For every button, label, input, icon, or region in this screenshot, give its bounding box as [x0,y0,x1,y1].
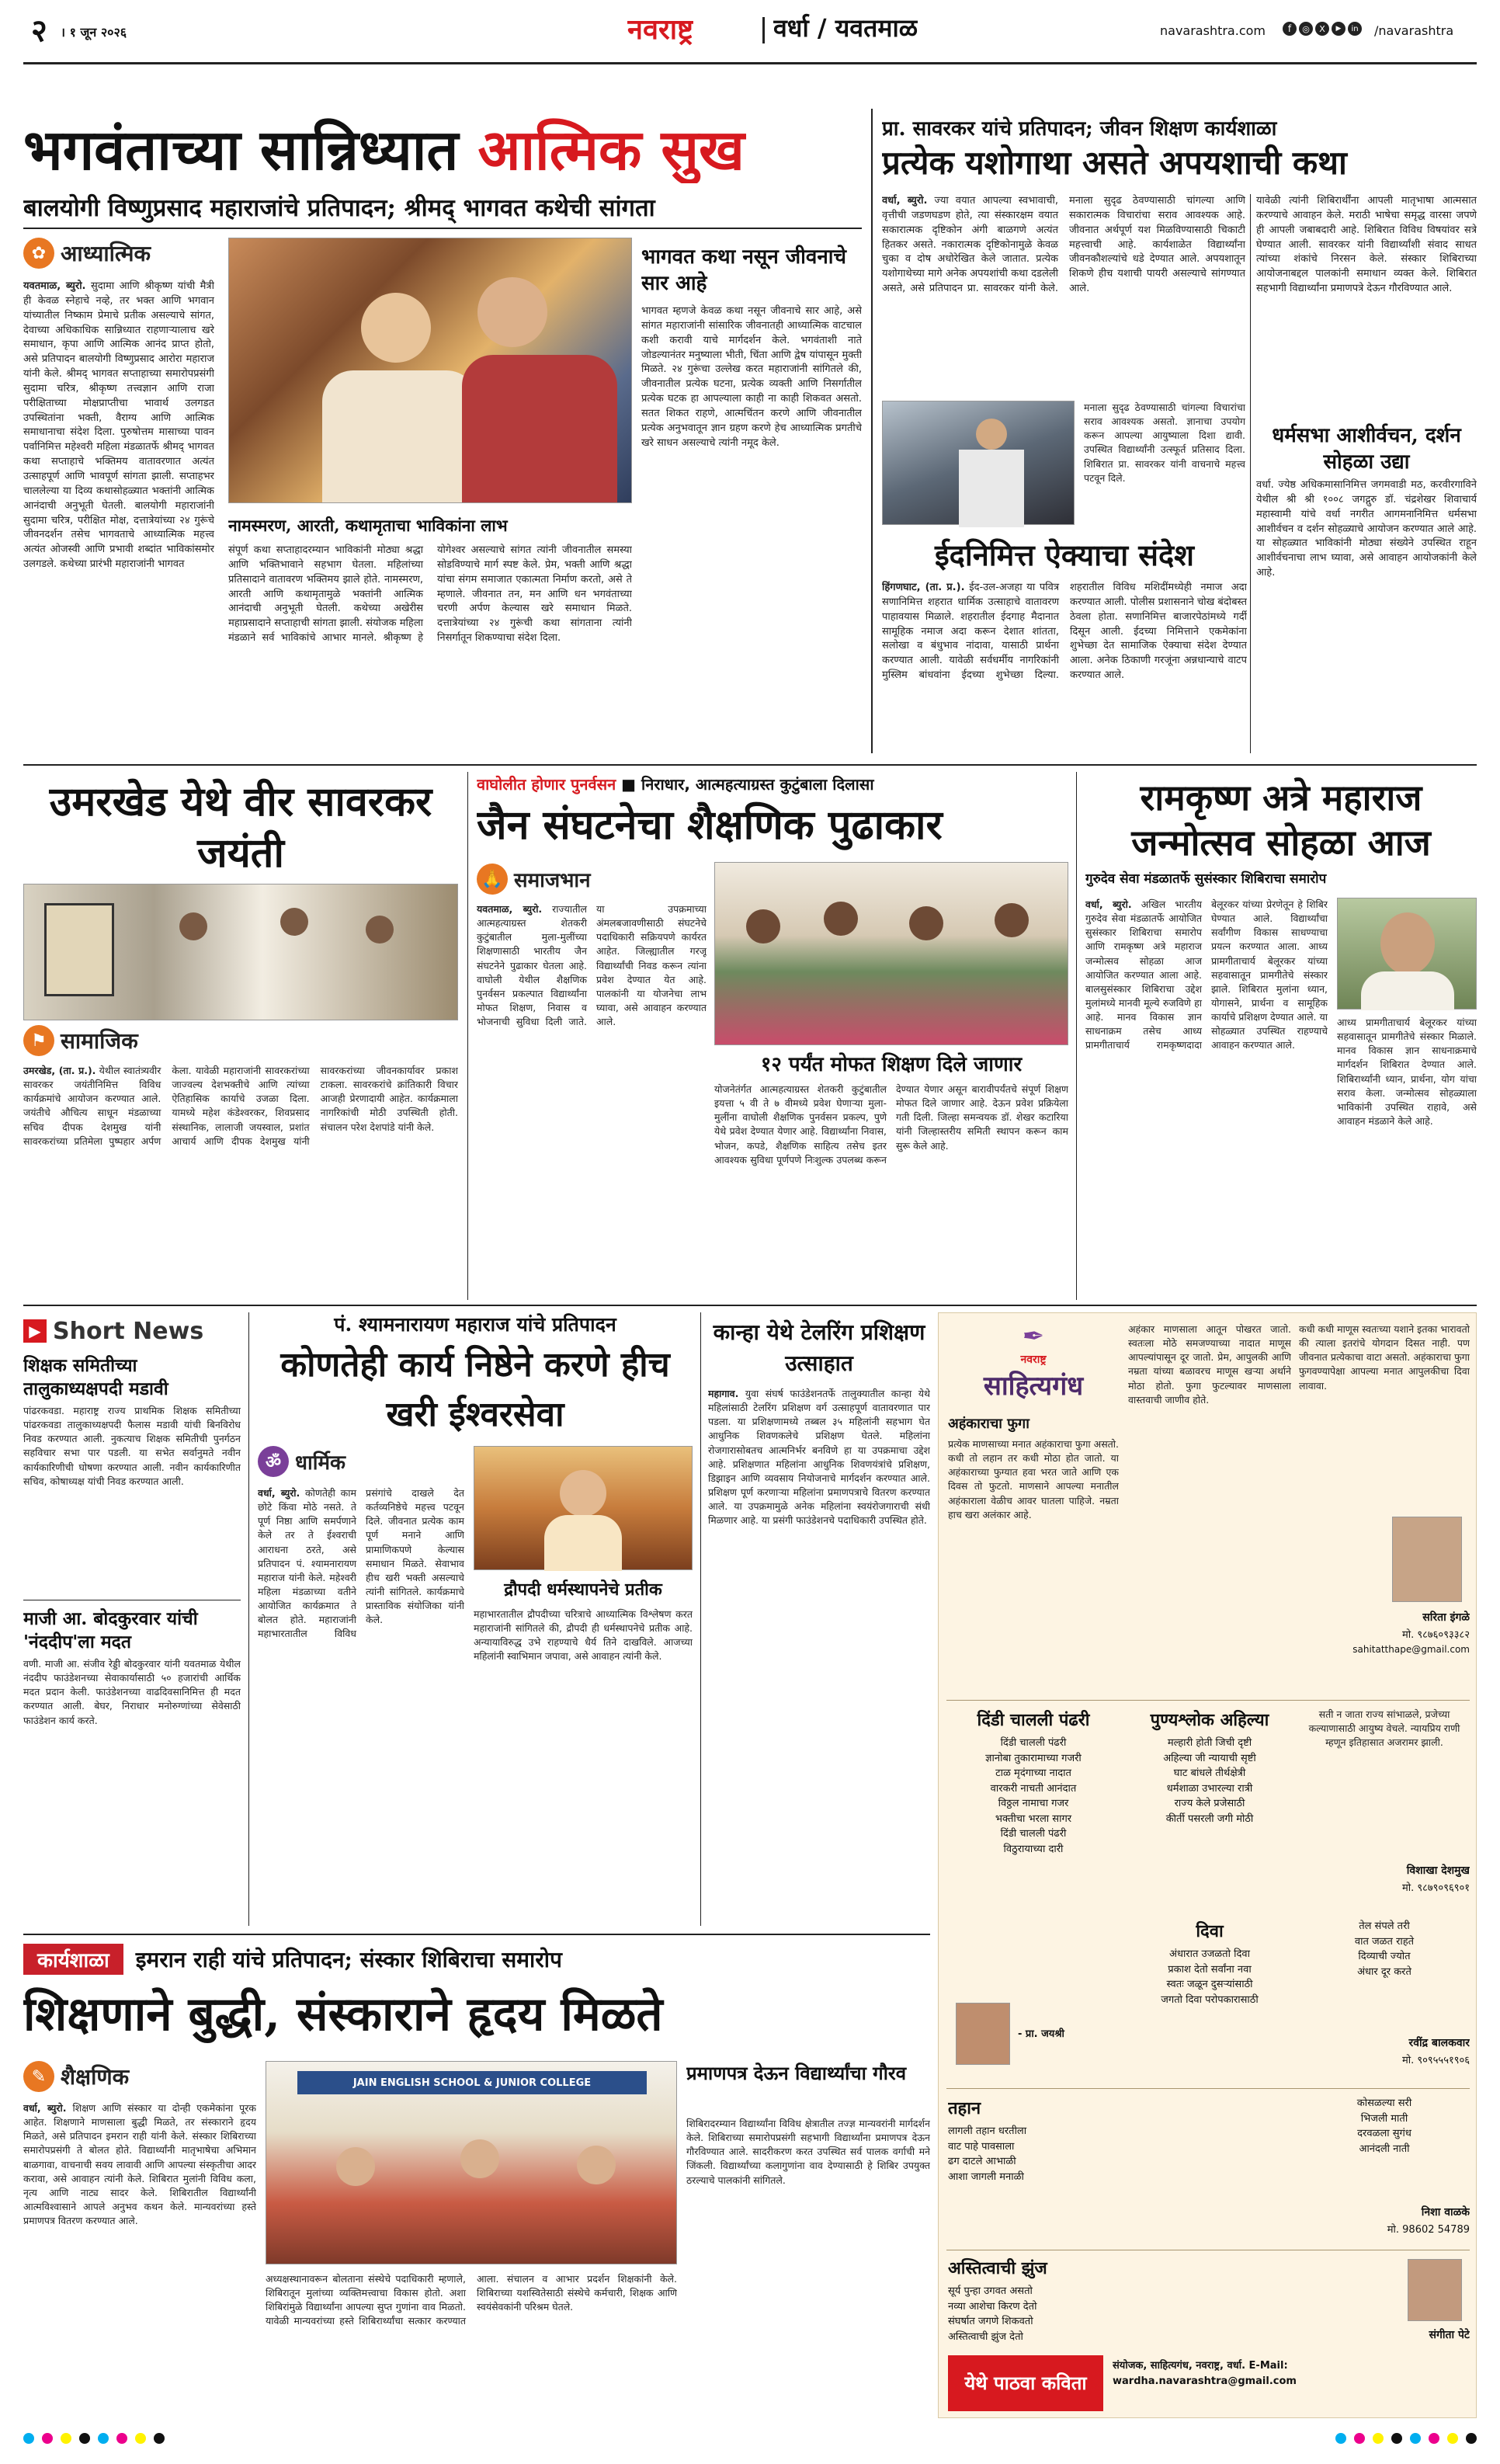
savarkar-body-cont: मनाला सुदृढ ठेवण्यासाठी चांगल्या विचारांचा सराव आवश्यक असतो. ज्ञानाचा उपयोग करून आपल्या आयुष्याला दिशा द्यावी. उपस्थित विद्यार्थ्यांनी उत्स्फूर्त प्रतिसाद दिला. शिबिरात प्रा. सावरकर यांनी वाचनाचे महत्त्व पटवून दिले. [1084,401,1245,484]
masthead-rule [23,62,1477,64]
poem-3 [1128,1708,1291,1910]
sahitya-rule [946,1700,1470,1701]
section-rule [23,1934,930,1935]
category-tag-samajik [23,1025,138,1056]
karyashala-photo-banner: JAIN ENGLISH SCHOOL & JUNIOR COLLEGE [297,2071,647,2094]
sahitya-cta[interactable]: येथे पाठवा कविता [948,2355,1103,2411]
poem-5 [948,2096,1290,2243]
lead-sidebar-body: भागवत म्हणजे केवळ कथा नसून जीवनाचे सार आहे, असे सांगत महाराजांनी सांसारिक जीवनातही आध्यात्मिक वाटचाल कशी करावी याचे मार्गदर्शन केले. भगवंताशी नाते जोडल्यानंतर मनुष्याला भीती, चिंता आणि द्वेष यांपासून मुक्ती मिळते. २४ गुरूंचा उल्लेख करत महाराजांनी सांगितले की, जीवनातील प्रत्येक घटना, प्रत्येक व्यक्ती आणि निसर्गातील प्रत्येक घटक हा आपल्याला काही ना काही शिकवत असतो. सतत शिकत राहणे, आत्मचिंतन करणे आणि जीवनातील प्रत्येक अनुभवातून ज्ञान ग्रहण करणे हेच आध्यात्मिक प्रगतीचे खरे साधन असल्याचे त्यांनी नमूद केले. [641,305,862,449]
short-news-icon: ▶ [23,1319,47,1343]
poet-photo [1392,1517,1462,1602]
poem-title: अस्तित्वाची झुंज [948,2259,1047,2278]
ramkrishna-deck: गुरुदेव सेवा मंडळातर्फे सुसंस्कार शिबिराचा समारोप [1085,871,1327,887]
shyam-subhead: द्रौपदी धर्मस्थापनेचे प्रतीक [504,1580,662,1600]
om-icon: ॐ [258,1446,289,1477]
short-news-title-2: माजी आ. बोदकुरवार यांची 'नंददीप'ला मदत [23,1608,198,1653]
vertical-rule [1250,419,1251,753]
poet-name: विशाखा देशमुख [1406,1865,1470,1877]
jain-kicker-red: वाघोलीत होणार पुनर्वसन [477,775,616,794]
page-number: २ [31,12,47,49]
sahityagandh-box [938,1312,1477,2418]
lead-photo-figure [477,277,547,347]
lead-photo-figure [361,293,431,363]
vertical-rule [1076,772,1077,1300]
shyam-headline: कोणतेही कार्य निष्ठेने करणे हीच खरी ईश्वरसेवा [280,1345,670,1434]
short-news-title-1: शिक्षक समितीच्या तालुकाध्यक्षपदी मडावी [23,1355,168,1399]
category-label: आध्यात्मिक [61,241,151,266]
flag-icon: ⚑ [23,1025,54,1056]
ramkrishna-headline: रामकृष्ण अत्रे महाराज जन्मोत्सव सोहळा आज [1131,777,1431,864]
social-icons [1283,22,1362,36]
jain-headline: जैन संघटनेचा शैक्षणिक पुढाकार [477,801,943,849]
dateline: यवतमाळ, ब्युरो. [23,280,86,292]
poem-body: मल्हारी होती जिची दृष्टी अहिल्या जी न्यायाची सृष्टी घाट बांधले तीर्थक्षेत्री धर्मशाळा उभारल्या रात्री राज्य केले प्रजेसाठी कीर्ती पसरली जगी मोठी [1163,1737,1256,1825]
poet-card-4 [1299,2096,1470,2243]
poem-body-cont: सती न जाता राज्य सांभाळले, प्रजेच्या कल्याणासाठी आयुष्य वेचले. न्यायप्रिय राणी म्हणून इतिहासात अजरामर झाली. [1308,1708,1460,1749]
poet-name: निशा वाळके [1421,2206,1470,2219]
namaste-icon: 🙏 [477,864,508,895]
shyam-body-text: कोणतेही काम छोटे किंवा मोठे नसते. ते पूर्ण निष्ठा आणि समर्पणाने केले तर ते ईश्वराची आराधना ठरते, असे प्रतिपादन पं. श्यामनारायण महाराज यांनी केले. महेश्वरी महिला मंडळाच्या वतीने आयोजित कार्यक्रमात ते बोलत होते. महाराजांनी महाभारतातील विविध प्रसंगांचे दाखले देत कर्तव्यनिष्ठेचे महत्त्व पटवून दिले. जीवनात प्रत्येक काम पूर्ण मनाने आणि प्रामाणिकपणे केल्यास समाधान मिळते. सेवाभाव हीच खरी भक्ती असल्याचे त्यांनी सांगितले. कार्यक्रमाचे प्रास्ताविक संयोजिका यांनी केले. [258,1487,464,1640]
poem-body-cont: अहंकार माणसाला आतून पोखरत जातो. स्वतःला मोठे समजण्याच्या नादात माणूस आपल्यांपासून दूर जातो. प्रेम, आपुलकी आणि नम्रता यांच्या बळावरच माणूस खऱ्या अर्थाने मोठा होतो. फुगा फुटल्यावर माणसाला वास्तवाची जाणीव होते. [1128,1323,1291,1406]
pen-icon: ✎ [23,2061,54,2092]
lead-photo-figure [322,370,477,502]
karyashala-kicker-text: इमरान राही यांचे प्रतिपादन; संस्कार शिबिराचा समारोप [135,1947,562,1972]
poem-1-cont [1128,1322,1291,1692]
karyashala-photo-figure [577,2146,616,2184]
website-link[interactable]: navarashtra.com [1160,23,1266,38]
short-news-label: Short News [53,1317,204,1345]
kanha-body [708,1387,930,1924]
jain-photo-figure [995,903,1029,937]
sahityagandh-brand: नवराष्ट्र [1020,1354,1047,1366]
jain-photo [714,862,1068,1045]
poem-title: दिंडी चालली पंढरी [977,1711,1090,1730]
poet-name: - प्रा. जयश्री [1018,2028,1064,2040]
dateline: वर्धा, ब्युरो. [258,1487,300,1499]
kanha-headline: कान्हा येथे टेलरिंग प्रशिक्षण उत्साहात [713,1319,925,1376]
dateline: महागाव. [708,1388,739,1399]
masthead [0,0,1500,61]
eid-body-text: ईद-उल-अजहा या पवित्र सणानिमित्त शहरात धार्मिक उत्साहाचे वातावरण पाहावयास मिळाले. शहरातील ईदगाह मैदानात सामूहिक नमाज अदा करून देशात शांतता, सलोखा व बंधुभाव नांदावा, यासाठी प्रार्थना करण्यात आली. यावेळी सर्वधर्मीय नागरिकांनी मुस्लिम बांधवांना ईदच्या शुभेच्छा दिल्या. शहरातील विविध मशिदींमध्येही नमाज अदा करण्यात आली. पोलीस प्रशासनाने चोख बंदोबस्त ठेवला होता. सणानिमित्त बाजारपेठांमध्ये गर्दी दिसून आली. ईदच्या निमित्ताने एकमेकांना शुभेच्छा देत सामाजिक ऐक्याचा संदेश देण्यात आला. अनेक ठिकाणी गरजूंना अन्नधान्याचे वाटप करण्यात आले. [882,582,1247,682]
youtube-icon[interactable]: ▶ [1332,22,1345,36]
poem-body-cont: तेल संपले तरी वात जळत राहते दिव्याची ज्योत अंधार दूर करते [1354,1920,1415,1978]
short-news-body-1: पांढरकवडा. महाराष्ट्र राज्य प्राथमिक शिक्षक समितीच्या पांढरकवडा तालुकाध्यक्षपदी फैलास मडावी यांची बिनविरोध निवड करण्यात आली. नुकत्याच शिक्षक समितीची पुनर्गठन सहविचार सभा पार पडली. या सभेत सर्वानुमते नवीन कार्यकारिणीची घोषणा करण्यात आली. नवीन कार्यकारिणीत सचिव, कोषाध्यक्ष यांची निवड करण्यात आली. [23,1405,241,1487]
category-label: समाजभान [514,869,591,892]
karyashala-photo [266,2061,677,2264]
poem-body: अंधारात उजळतो दिवा प्रकाश देतो सर्वांना नवा स्वतः जळून दुसऱ्यांसाठी जगतो दिवा परोपकारासाठी [1161,1948,1259,2006]
lead-deck-rule [23,228,862,229]
karyashala-body-text: शिक्षण आणि संस्कार या दोन्ही एकमेकांना पूरक आहेत. शिक्षणाने माणसाला बुद्धी मिळते, तर संस्काराने हृदय मिळते, असे प्रतिपादन इमरान राही यांनी केले. संस्कार शिबिराच्या समारोपप्रसंगी ते बोलत होते. विद्यार्थ्यांनी मातृभाषेचा अभिमान बाळगावा, वाचनाची सवय लावावी आणि आपल्या संस्कृतीचा आदर करावा, असे आवाहन त्यांनी केले. शिबिरात मुलांनी विविध कला, नृत्य आणि नाट्य सादर केले. शिबिरातील विद्यार्थ्यांनी आत्मविश्वासाने आपले अनुभव कथन केले. मान्यवरांच्या हस्ते प्रमाणपत्र वितरण करण्यात आले. [23,2102,256,2226]
savarkar-headline: प्रत्येक यशोगाथा असते अपयशाची कथा [882,144,1347,182]
lead-headline [23,116,877,183]
dateline: उमरखेड, (ता. प्र.). [23,1065,96,1076]
jain-photo-figure [746,909,780,944]
ramkrishna-body-cont: आध्य प्रामगीताचार्य बेलूरकर यांच्या सहवासातून प्रामगीतेचे संस्कार मिळाले. मानव विकास ज्ञान साधनाक्रमाचे मार्गदर्शन शिबिरात देण्यात आले. शिबिरार्थ्यांनी ध्यान, प्रार्थना, योग यांचा सराव केला. जन्मोत्सव सोहळ्याला भाविकांनी उपस्थित राहावे, असे आवाहन मंडळाने केले आहे. [1337,1017,1477,1127]
savarkar-body [882,194,1245,394]
karyashala-body [23,2101,256,2418]
poet-name: रवींद्र बालकवार [1408,2037,1470,2049]
dateline: वर्धा, ब्युरो. [1085,898,1132,910]
lead-body: सुदामा आणि श्रीकृष्ण यांची मैत्री ही केवळ स्नेहाचे नव्हे, तर भक्त आणि भगवान यांच्यातील निष्काम प्रेमाचे प्रतीक असल्याचे सांगत, देवाच्या अधिकाधिक सान्निध्यात राहणाऱ्यालाच खरे समाधान, कृपा आणि आत्मिक आनंद प्राप्त होतो, असे प्रतिपादन बालयोगी विष्णुप्रसाद आरोरा महाराज यांनी केले. श्रीमद् भागवत सप्ताहाच्या समारोपप्रसंगी सुदामा चरित्र, श्रीकृष्ण तत्त्वज्ञान आणि राजा परीक्षिताच्या मोक्षप्राप्तीचा भावार्थ उलगडत उपस्थितांना भक्ती, वैराग्य आणि आत्मिक समाधानाचा संदेश दिला. पुरुषोत्तम मासाच्या पावन पर्वानिमित्त महेश्वरी महिला मंडळातर्फे श्रीमद् भागवत कथा सप्ताहाचे भक्तिमय वातावरणात अत्यंत उत्साहपूर्ण आणि भावपूर्ण सांगता झाली. सप्ताहभर चाललेल्या या दिव्य कथासोहळ्यात भक्तांनी आत्मिक आनंदाची अनुभूती घेतली. बालयोगी महाराजांनी सुदामा चरित्र, परीक्षित मोक्ष, दत्तात्रेयांच्या २४ गुरूंचे जीवनदर्शन तसेच भागवताचे आध्यात्मिक महत्त्व अत्यंत ओजस्वी आणि प्रभावी शब्दांत भाविकांसमोर उलगडले. कथेच्या प्रारंभी महाराजांनी भागवत [23,280,214,571]
divider-bar [762,17,765,43]
umarkhed-portrait [44,903,114,996]
category-tag-shaikshanik [23,2061,129,2092]
x-icon[interactable]: X [1315,22,1329,36]
poet-photo [956,2003,1010,2065]
umarkhed-photo-figure [280,908,308,936]
shyam-photo [474,1446,693,1570]
category-label: सामाजिक [61,1028,138,1054]
umarkhed-photo [23,884,458,1020]
shyam-kicker: पं. श्यामनारायण महाराज यांचे प्रतिपादन [334,1313,616,1336]
category-tag-aadhyatmik [23,238,151,269]
jain-sub-body: योजनेतंर्गत आत्महत्याग्रस्त शेतकरी कुटुंबातील इयत्ता ५ वी ते ७ वीमध्ये प्रवेश घेणाऱ्या मुला-मुलींना वाघोली शैक्षणिक पुनर्वसन प्रकल्प, पुणे येथे प्रवेश देण्यात येणार आहे. विद्यार्थ्यांना निवास, भोजन, कपडे, शैक्षणिक साहित्य तसेच इतर आवश्यक सुविधा पूर्णपणे निःशुल्क उपलब्ध करून देण्यात येणार असून बारावीपर्यंतचे संपूर्ण शिक्षण मोफत दिले जाणार आहे. देऊन प्रवेश प्रक्रियेला गती दिली. जिल्हा समन्वयक डॉ. शेखर कटारिया यांनी जिल्हास्तरीय समिती स्थापन करून काम सुरू केले आहे. [714,1083,1068,1166]
sahitya-contact: संयोजक, साहित्यगंध, नवराष्ट्र, वर्धा. E-Mail: wardha.navarashtra@gmail.com [1113,2360,1297,2387]
poem-title: तहान [948,2099,981,2118]
savarkar-kicker: प्रा. सावरकर यांचे प्रतिपादन; जीवन शिक्षण कार्यशाळा [882,117,1277,141]
poet-phone: मो. ९८७६०९३३८२ [1401,1629,1470,1641]
umarkhed-headline: उमरखेड येथे वीर सावरकर जयंती [49,778,432,877]
poem-title: अहंकाराचा फुगा [948,1416,1030,1432]
social-handle: /navarashtra [1374,23,1454,38]
color-strip-left [23,2433,165,2444]
jain-subhead: १२ पर्यंत मोफत शिक्षण दिले जाणार [760,1053,1023,1076]
portrait-body [1361,971,1454,1010]
category-tag-samajbhan [477,864,591,895]
brand-logo: नवराष्ट्र [627,13,694,46]
eid-body [882,581,1247,753]
poet-phone: मो. ९०९५५५१९०६ [1401,2055,1470,2066]
jain-photo-figure [824,902,858,936]
lead-sidebar-title: भागवत कथा नसून जीवनाचे सार आहे [641,245,846,295]
kicker-separator: ■ [621,775,642,794]
umarkhed-photo-figure [179,912,207,940]
poet-card-2 [1299,1708,1470,1910]
savarkar-side-body: यावेळी त्यांनी शिबिरार्थींना आपली मातृभाषा आत्मसात करण्याचे आवाहन केले. मराठी भाषेचा समृद्ध वारसा जपणे ही आपली जबाबदारी आहे. शिबिरात विविध विषयांवर सत्रे घेण्यात आली. सावरकर यांनी विद्यार्थ्यांशी संवाद साधत त्यांच्या शंकांचे निरसन केले. संस्कार शिबिराच्या आयोजनाबद्दल पालकांनी समाधान व्यक्त केले. शिबिरात सहभागी विद्यार्थ्यांना प्रमाणपत्रे देऊन गौरविण्यात आले. [1256,195,1477,295]
poet-photo [1408,2259,1462,2321]
edition-label: वर्धा / यवतमाळ [773,13,918,43]
poem-title: पुण्यश्लोक अहिल्या [1150,1711,1269,1730]
dateline: यवतमाळ, ब्युरो. [477,903,543,915]
sahitya-rule [946,2088,1470,2089]
jain-body [477,902,707,1188]
page-date: । १ जून २०२६ [61,25,127,40]
lead-photo-caption: नामस्मरण, आरती, कथामृताचा भाविकांना लाभ [228,516,508,535]
ramkrishna-body-text: अखिल भारतीय गुरुदेव सेवा मंडळातर्फे आयोजित सुसंस्कार शिबिराचा समारोप आणि रामकृष्ण अत्रे महाराज जन्मोत्सव सोहळा आज आयोजित करण्यात आला आहे. बालसुसंस्कार शिबिराचा उद्देश मुलांमध्ये मानवी मूल्ये रुजविणे हा आहे. मानव विकास ज्ञान साधनाक्रम तसेच आध्य प्रामगीताचार्य रामकृष्णदादा बेलूरकर यांच्या प्रेरणेतून हे शिबिर घेण्यात आले. विद्यार्थ्यांचा सर्वांगीण विकास साधण्याचा प्रयत्न करण्यात आला. आध्य प्रामगीताचार्य बेलूरकर यांच्या सहवासातून प्रामगीतेचे संस्कार झाले. शिबिरात मुलांना ध्यान, योगासने, प्रार्थना व सामूहिक कार्याचे प्रशिक्षण देण्यात आले. या सोहळ्यात उपस्थित राहण्याचे आवाहन करण्यात आले. [1085,898,1328,1051]
vertical-rule [248,1312,249,1926]
vertical-rule [700,1312,701,1926]
dateline: वर्धा, ब्युरो. [882,195,928,207]
poem-body: लागली तहान धरतीला वाट पाहे पावसाला ढग दाटले आभाळी आशा जागली मनाळी [948,2125,1027,2183]
dateline: वर्धा, ब्युरो. [23,2102,67,2114]
poet-card-5 [1299,2256,1470,2349]
karyashala-photo-figure [460,2139,499,2178]
lead-photo-figure [462,355,617,502]
lead-photo [228,238,632,503]
lead-headline-black: भगवंताच्या सान्निध्यात [23,116,478,182]
facebook-icon[interactable]: f [1283,22,1297,36]
section-rule [23,1305,1477,1306]
poet-phone: मो. 98602 54789 [1387,2224,1470,2236]
karyashala-sub-body: शिबिरादरम्यान विद्यार्थ्यांना विविध क्षेत्रातील तज्ज्ञ मान्यवरांनी मार्गदर्शन केले. शिबिराच्या समारोपप्रसंगी सहभागी विद्यार्थ्यांना प्रमाणपत्र देऊन गौरविण्यात आले. सादरीकरण करत उपस्थित सर्व पालक वर्गाची मने जिंकली. विद्यार्थ्यांच्या कलागुणांना वाव देण्यासाठी हे शिबिर उपयुक्त ठरल्याचे पालकांनी सांगितले. [686,2118,930,2186]
color-strip-right [1335,2433,1477,2444]
lead-deck: बालयोगी विष्णुप्रसाद महाराजांचे प्रतिपादन; श्रीमद् भागवत कथेची सांगता [23,194,655,222]
lotus-icon: ✿ [23,238,54,269]
vertical-rule [1250,194,1251,419]
registration-marks [23,2429,1477,2448]
umarkhed-photo-figure [366,916,394,944]
karyashala-headline: शिक्षणाने बुद्धी, संस्काराने हृदय मिळते [23,1987,663,2042]
poem-body: सूर्य पुन्हा उगवत असतो नव्या आशेचा किरण देतो संघर्षात जगणे शिकवतो अस्तित्वाची झुंज देतो [948,2285,1037,2343]
poet-card-3 [1299,1919,1470,2082]
lead-body-col2: संपूर्ण कथा सप्ताहादरम्यान भाविकांनी मोठ्या श्रद्धा आणि भक्तिभावाने सहभाग घेतला. महिलांच्या प्रतिसादाने वातावरण भक्तिमय झाले होते. नामस्मरण, आरती आणि कथामृतामुळे भक्तांनी आत्मिक आनंदाची अनुभूती घेतली. कथेच्या अखेरीस महाप्रसादाने सप्ताहाची सांगता झाली. संयोजक महिला मंडळाने सर्व भाविकांचे आभार मानले. श्रीकृष्ण हे योगेश्वर असल्याचे सांगत त्यांनी जीवनातील समस्या सोडविण्याचे मार्ग स्पष्ट केले. प्रेम, भक्ती आणि श्रद्धा यांचा संगम समाजात एकात्मता निर्माण करतो, असे ते म्हणाले. जीवनात तन, मन आणि धन भगवंताच्या चरणी अर्पण केल्यास खरे समाधान मिळते. दत्तात्रेयांच्या २४ गुरूंची कथा सांगताना त्यांनी निसर्गातून शिकण्याचा संदेश दिला. [228,544,632,645]
category-label: शैक्षणिक [61,2064,130,2090]
umarkhed-body [23,1064,458,1297]
shyam-photo-figure [560,1470,606,1517]
poem-6 [948,2256,1290,2349]
dharmasabha-headline: धर्मसभा आशीर्वचन, दर्शन सोहळा उद्या [1272,424,1461,474]
savarkar-photo [882,401,1075,525]
ramkrishna-portrait [1337,898,1477,1010]
karyashala-photo-figure [336,2147,375,2186]
dharmasabha-body: वर्धा. ज्येष्ठ अधिकमासानिमित्त जगमवाडी मठ, करवीरगाविने येथील श्री श्री १००८ जगद्गुरु डॉ. चंद्रशेखर शिवाचार्य महास्वामी यांचे वर्धा नगरीत आगमनानिमित्त धर्मसभा आशीर्वचन व दर्शन सोहळ्याचे आयोजन करण्यात आले आहे. या सोहळ्यात भाविकांनी मोठ्या संख्येने उपस्थित राहून आशीर्वचनाचा लाभ घ्यावा, असे आवाहन आयोजकांनी केले आहे. [1256,479,1477,579]
short-news-header [23,1314,241,1348]
jain-body-text: राज्यातील आत्महत्याग्रस्त शेतकरी कुटुंबातील मुला-मुलींच्या शिक्षणासाठी भारतीय जैन संघटनेने पुढाकार घेतला आहे. वाघोली येथील शैक्षणिक पुनर्वसन प्रकल्पात विद्यार्थ्यांना मोफत शिक्षण, निवास व भोजनाची सुविधा दिली जाते. या उपक्रमाच्या अंमलबजावणीसाठी संघटनेचे पदाधिकारी सक्रियपणे कार्यरत आहेत. जिल्ह्यातील गरजू विद्यार्थ्यांची निवड करून त्यांना प्रवेश देण्यात येत आहे. पालकांनी या योजनेचा लाभ घ्यावा, असे आवाहन करण्यात आले. [477,903,707,1027]
portrait-face [1380,912,1435,975]
karyashala-kicker [23,1941,930,1977]
shyam-photo-figure [544,1515,622,1571]
vertical-rule [467,772,468,1300]
poem-4 [1128,1919,1291,2082]
karyashala-subhead: प्रमाणपत्र देऊन विद्यार्थ्यांचा गौरव [686,2062,907,2084]
jain-kicker [477,773,1067,795]
karyashala-body-cont: अध्यक्षस्थानावरून बोलताना संस्थेचे पदाधिकारी म्हणाले, शिबिरातून मुलांच्या व्यक्तिमत्त्वाचा विकास होतो. अशा शिबिरांमुळे विद्यार्थ्यांना आपल्या सुप्त गुणांना वाव मिळतो. यावेळी मान्यवरांच्या हस्ते शिबिरार्थ्यांचा सत्कार करण्यात आला. संचालन व आभार प्रदर्शन शिक्षकांनी केले. शिबिराच्या यशस्वितेसाठी संस्थेचे कर्मचारी, शिक्षक आणि स्वयंसेवकांनी परिश्रम घेतले. [266,2273,677,2327]
poem-1 [948,1414,1119,1694]
jain-photo-figure [909,906,943,940]
savarkar-body-text: ज्या वयात आपल्या स्वभावाची, वृत्तीची जडणघडण होते, त्या संस्कारक्षम वयात सकारात्मक दृष्टिकोन अंगी बाळगणे अत्यंत हितकर असते. नकारात्मक दृष्टिकोनामुळे केवळ चुका व दोष अधोरेखित केले जातात. प्रत्येक यशोगाथेच्या मागे अनेक अपयशांची कथा दडलेली असते, असे प्रतिपादन प्रा. सावरकर यांनी केले. मनाला सुदृढ ठेवण्यासाठी चांगल्या आणि सकारात्मक विचारांचा सराव आवश्यक आहे. जीवनात अर्थपूर्ण यश मिळविण्यासाठी चिकाटी महत्त्वाची आहे. कार्यशाळेत विद्यार्थ्यांना जीवनकौशल्यांचे धडे देण्यात आले. अपयशातून शिकणे हीच यशाची पायरी असल्याचे सांगण्यात आले. [882,195,1245,295]
jain-kicker-black: निराधार, आत्महत्याग्रस्त कुटुंबाला दिलासा [641,775,874,794]
eid-headline: ईदनिमित्त ऐक्याचा संदेश [935,537,1194,572]
dateline: हिंगणघाट, (ता. प्र.). [882,582,965,593]
poem-2 [948,1708,1119,2080]
karyashala-kicker-tag: कार्यशाळा [23,1944,123,1975]
poem-body-cont: कोसळल्या सरी भिजली माती दरवळला सुगंध आनंदली नाती [1356,2097,1412,2155]
short-news-body-2: वणी. माजी आ. संजीव रेड्डी बोदकुरवार यांनी यवतमाळ येथील नंददीप फाउंडेशनच्या सेवाकार्यासाठी ५० हजारांची आर्थिक मदत प्रदान केली. फाउंडेशनच्या वाढदिवसानिमित्त ही मदत करण्यात आली. बेघर, निराधार मनोरुग्णांच्या सेवेसाठी फाउंडेशन कार्य करते. [23,1658,241,1726]
instagram-icon[interactable]: ◎ [1299,22,1313,36]
poem-title: दिवा [1196,1922,1224,1941]
quill-icon: ✒ [1022,1321,1045,1352]
category-tag-dharmik [258,1446,345,1477]
kanha-body-text: युवा संघर्ष फाउंडेशनतर्फे तालुक्यातील कान्हा येथे महिलांसाठी टेलरिंग प्रशिक्षण वर्ग उत्साहपूर्ण वातावरणात पार पडला. या प्रशिक्षणामध्ये तब्बल ३५ महिलांनी सहभाग घेत आधुनिक शिवणकलेचे प्रशिक्षण घेतले. महिलांना रोजगारासोबतच आत्मनिर्भर बनविणे हा या उपक्रमाचा उद्देश आहे. प्रशिक्षणात महिलांना आधुनिक शिवणयंत्रांचे प्रशिक्षण, डिझाइन आणि व्यवसाय नियोजनाचे मार्गदर्शन करण्यात आले. प्रशिक्षण पूर्ण करणाऱ्या महिलांना प्रमाणपत्राचे वितरण करण्यात आले. या उपक्रमामुळे अनेक महिलांना स्वयंरोजगाराची संधी मिळणार आहे. या प्रसंगी फाउंडेशनचे पदाधिकारी उपस्थित होते. [708,1388,930,1527]
umarkhed-body-text: येथील स्वातंत्र्यवीर सावरकर जयंतीनिमित्त विविध कार्यक्रमांचे आयोजन करण्यात आले. जयंतीचे औचित्य साधून मंडळाच्या सचिव दीपक देशमुख यांनी सावरकरांच्या प्रतिमेला पुष्पहार अर्पण केला. यावेळी महाराजांनी सावरकरांच्या जाज्वल्य देशभक्तीचे आणि त्यांच्या ऐतिहासिक कार्याचे उजळा दिला. यामध्ये महेश कंडेश्वरकर, शिवप्रसाद संस्थानिक, लालाजी जयस्वाल, प्रशांत आचार्य आणि दीपक देशमुख यांनी सावरकरांच्या जीवनकार्यावर प्रकाश टाकला. सावरकरांचे क्रांतिकारी विचार आजही प्रेरणादायी आहेत. कार्यक्रमाला नागरिकांची मोठी उपस्थिती होती. संचालन परेश देशपांडे यांनी केले. [23,1065,458,1147]
savarkar-photo-figure [959,450,1024,527]
linkedin-icon[interactable]: in [1348,22,1362,36]
category-label: धार्मिक [295,1451,345,1475]
poet-name: सरिता इंगळे [1422,1611,1470,1624]
lead-headline-red: आत्मिक सुख [477,116,745,182]
poet-card-1 [1299,1322,1470,1692]
ramkrishna-body [1085,898,1328,1298]
vertical-rule [871,109,873,753]
shyam-body [258,1486,464,1924]
shyam-sub-body: महाभारतातील द्रौपदीच्या चरित्राचे आध्यात्मिक विश्लेषण करत महाराजांनी सांगितले की, द्रौपदी ही धर्मस्थापनेचे प्रतीक आहे. अन्यायाविरुद्ध उभे राहण्याचे धैर्य तिने दाखविले. आजच्या महिलांनी स्वाभिमान जपावा, असे आवाहन त्यांनी केले. [474,1608,693,1663]
poet-name: संगीता पेटे [1429,2329,1470,2341]
poet-phone: मो. ९८७९०९६९०१ [1401,1882,1470,1894]
poem-body: प्रत्येक माणसाच्या मनात अहंकाराचा फुगा असतो. कधी तो लहान तर कधी मोठा होत जातो. या अहंकाराच्या फुग्यात हवा भरत जाते आणि एक दिवस तो फुटतो. माणसाने आपल्या मनातील अहंकाराला वेळीच आवर घातला पाहिजे. नम्रता हाच खरा अलंकार आहे. [948,1438,1119,1520]
poem-body: दिंडी चालली पंढरी ज्ञानोबा तुकारामाच्या गजरी टाळ मृदंगाच्या नादात वारकरी नाचती आनंदात विठ्ठल नामाचा गजर भक्तीचा भरला सागर दिंडी चालली पंढरी विठुरायाच्या दारी [985,1737,1082,1855]
poem-body-cont: कधी कधी माणूस स्वतःच्या यशाने इतका भारावतो की त्याला इतरांचे योगदान दिसत नाही. पण जीवनात प्रत्येकाचा वाटा असतो. अहंकाराचा फुगा फुगवण्यापेक्षा आपल्या मनात आपुलकीचा दिवा लावावा. [1299,1323,1470,1392]
savarkar-photo-figure [976,419,1007,450]
sahityagandh-logo [948,1321,1119,1406]
section-rule [23,764,1477,766]
poet-email[interactable]: sahitatthape@gmail.com [1352,1644,1470,1655]
sahityagandh-title: साहित्यगंध [983,1371,1084,1402]
